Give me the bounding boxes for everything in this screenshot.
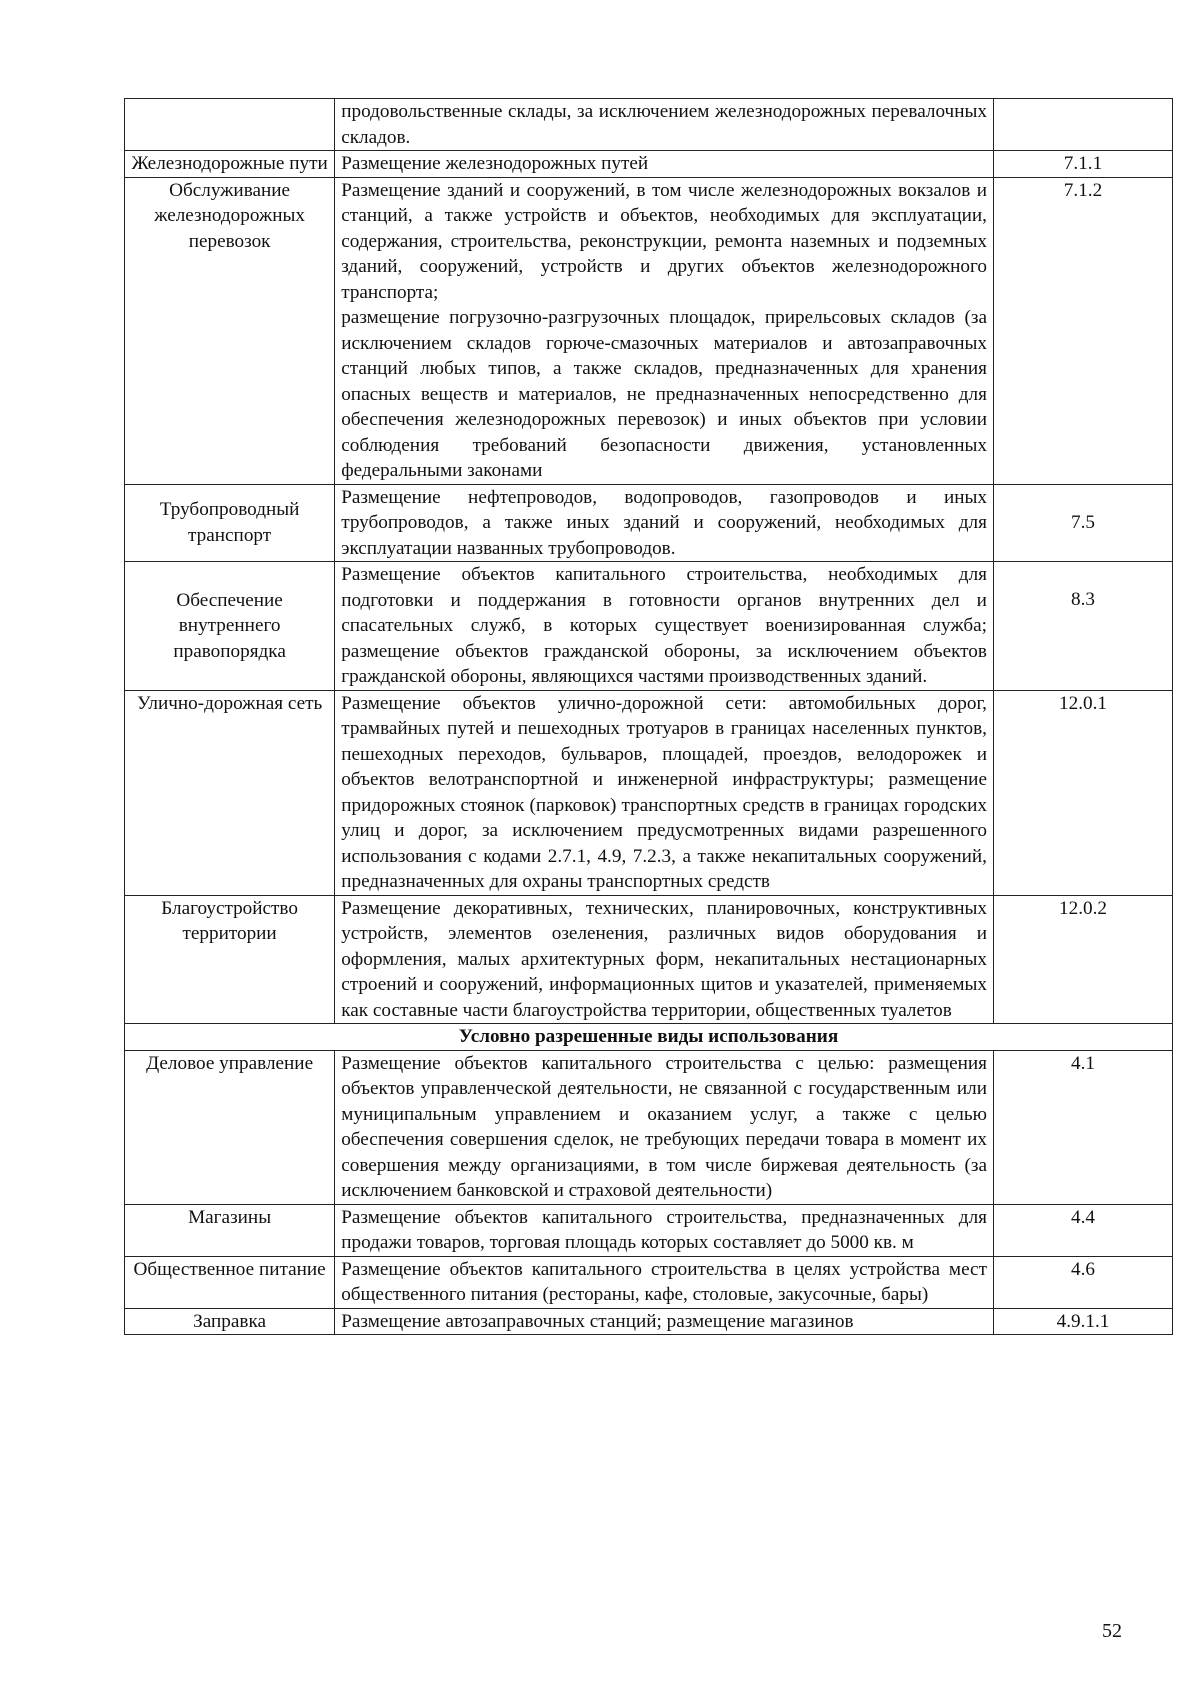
use-description-cell [335, 1050, 994, 1204]
table-row [125, 99, 1173, 151]
use-code-cell: 7.5 [993, 484, 1172, 562]
table-row [125, 562, 1173, 691]
table-row [125, 1050, 1173, 1204]
table-row [125, 1308, 1173, 1335]
use-description-cell [335, 1204, 994, 1256]
table-row [125, 690, 1173, 895]
description-text: Размещение нефтепроводов, водопроводов, газопроводов и иных трубопроводов, а также иных зданий и сооружений, необходимых для эксплуатации названных трубопроводов. [341, 486, 987, 559]
use-description-cell [335, 895, 994, 1024]
table-row [125, 151, 1173, 178]
table-row [125, 1256, 1173, 1308]
section-heading-row [125, 1024, 1173, 1051]
use-code-cell: 4.1 [993, 1050, 1172, 1204]
use-name-cell: Обеспечение внутреннего правопорядка [125, 562, 335, 691]
description-text: Размещение объектов капитального строительства, предназначенных для продажи товаров, торговая площадь которых составляет до 5000 кв. м [341, 1206, 987, 1253]
use-description-cell [335, 690, 994, 895]
use-description-cell [335, 177, 994, 484]
description-text: Размещение объектов улично-дорожной сети: автомобильных дорог, трамвайных путей и пешеходных тротуаров в границах населенных пунктов, пешеходных переходов, бульваров, площадей, проездов, велодорожек и объектов велотранспортной и инженерной инфраструктуры; размещение придорожных стоянок (парковок) транспортных средств в границах городских улиц и дорог, за исключением предусмотренных видами разрешенного использования с кодами 2.7.1, 4.9, 7.2.3, а также некапитальных сооружений, предназначенных для охраны транспортных средств [341, 692, 987, 892]
description-text: Размещение автозаправочных станций; размещение магазинов [341, 1310, 854, 1332]
land-use-table [124, 98, 1173, 1335]
use-description-cell [335, 1256, 994, 1308]
description-text: Размещение объектов капитального строительства в целях устройства мест общественного питания (рестораны, кафе, столовые, закусочные, бары) [341, 1258, 987, 1305]
description-text: Размещение объектов капитального строительства с целью: размещения объектов управленческой деятельности, не связанной с государственным или муниципальным управлением и оказанием услуг, а также с целью обеспечения совершения сделок, не требующих передачи товара в момент их совершения между организациями, в том числе биржевая деятельность (за исключением банковской и страховой деятельности) [341, 1052, 987, 1201]
description-text: размещение погрузочно-разгрузочных площадок, прирельсовых складов (за исключением складов горюче-смазочных материалов и автозаправочных станций любых типов, а также складов, предназначенных для хранения опасных веществ и материалов, не предназначенных непосредственно для обеспечения железнодорожных перевозок) и иных объектов при условии соблюдения требований безопасности движения, установленных федеральными законами [341, 307, 987, 481]
use-code-cell: 4.9.1.1 [993, 1308, 1172, 1335]
description-text: продовольственные склады, за исключением железнодорожных перевалочных складов. [341, 101, 987, 148]
use-name-cell: Заправка [125, 1308, 335, 1335]
use-name-cell: Деловое управление [125, 1050, 335, 1204]
page-number: 52 [1102, 1620, 1122, 1642]
table-row [125, 484, 1173, 562]
use-name-cell: Обслуживание железнодорожных перевозок [125, 177, 335, 484]
description-text: Размещение объектов капитального строительства, необходимых для подготовки и поддержания в готовности органов внутренних дел и спасательных служб, в которых существует военизированная служба; размещение объектов гражданской обороны, за исключением объектов гражданской обороны, являющихся частями производственных зданий. [341, 564, 987, 687]
use-code-cell [993, 99, 1172, 151]
use-code-cell [993, 562, 1172, 691]
use-code-cell: 4.6 [993, 1256, 1172, 1308]
use-description-cell [335, 484, 994, 562]
section-heading: Условно разрешенные виды использования [125, 1024, 1173, 1051]
use-name-cell: Общественное питание [125, 1256, 335, 1308]
use-description-cell [335, 562, 994, 691]
description-text: Размещение железнодорожных путей [341, 153, 649, 174]
description-text: Размещение зданий и сооружений, в том числе железнодорожных вокзалов и станций, а также устройств и объектов, необходимых для эксплуатации, содержания, строительства, реконструкции, ремонта наземных и подземных зданий, сооружений, устройств и других объектов железнодорожного транспорта; [341, 179, 987, 303]
use-description-cell [335, 151, 994, 178]
use-code-cell: 7.1.1 [993, 151, 1172, 178]
use-description-cell [335, 1308, 994, 1335]
use-name-cell: Улично-дорожная сеть [125, 690, 335, 895]
description-text: Размещение декоративных, технических, планировочных, конструктивных устройств, элементов озеленения, различных видов оборудования и оформления, малых архитектурных форм, некапитальных нестационарных строений и сооружений, информационных щитов и указателей, применяемых как составные части благоустройства территории, общественных туалетов [341, 897, 987, 1021]
use-name-cell: Железнодорожные пути [125, 151, 335, 178]
use-code-text: 8.3 [1070, 589, 1095, 610]
use-name-cell: Магазины [125, 1204, 335, 1256]
use-code-cell: 12.0.2 [993, 895, 1172, 1024]
use-name-cell [125, 99, 335, 151]
use-code-cell: 12.0.1 [993, 690, 1172, 895]
table-row [125, 177, 1173, 484]
table-row [125, 895, 1173, 1024]
use-name-cell: Благоустройство территории [125, 895, 335, 1024]
use-name-cell: Трубопроводный транспорт [125, 484, 335, 562]
use-code-cell: 7.1.2 [993, 177, 1172, 484]
table-row [125, 1204, 1173, 1256]
use-code-cell: 4.4 [993, 1204, 1172, 1256]
use-description-cell [335, 99, 994, 151]
